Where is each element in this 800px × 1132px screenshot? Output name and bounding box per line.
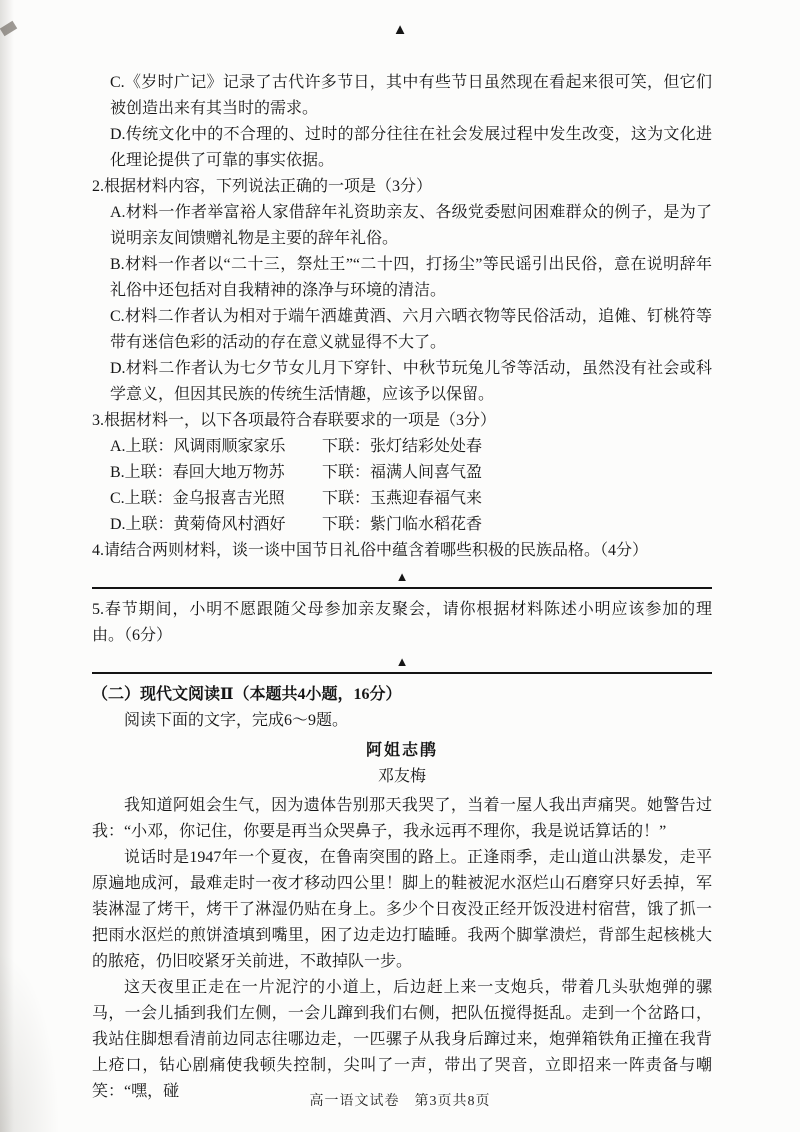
q3-option-a-lower: 下联：张灯结彩处处春 bbox=[322, 438, 483, 455]
q3-option-c bbox=[110, 486, 712, 512]
section-2-instruction: 阅读下面的文字，完成6～9题。 bbox=[124, 712, 349, 729]
answer-area-marker-q4: ▲ bbox=[395, 569, 409, 584]
q3-option-d bbox=[110, 512, 712, 538]
q3-option-b-upper: B.上联：春回大地万物苏 bbox=[110, 464, 285, 481]
essay-paragraph-2: 说话时是1947年一个夏夜，在鲁南突围的路上。正逢雨季，走山道山洪暴发，走平原遍地成河，最难走时一夜才移动四公里！脚上的鞋被泥水沤烂山石磨穿只好丢掉，军装淋湿了烤干，烤干了淋湿仍贴在身上。多少个日夜没正经开饭没进村宿营，饿了抓一把雨水沤烂的煎饼渣填到嘴里，困了边走边打瞌睡。我两个脚掌溃烂，背部生起核桃大的脓疮，仍旧咬紧牙关前进，不敢掉队一步。 bbox=[92, 849, 712, 970]
answer-area-marker-q5: ▲ bbox=[395, 654, 409, 669]
essay-author: 邓友梅 bbox=[377, 768, 426, 785]
answer-separator-line-1 bbox=[92, 587, 712, 589]
q2-option-c: C.材料二作者认为相对于端午洒雄黄酒、六月六晒衣物等民俗活动，追傩、钉桃符等带有迷信色彩的活动的存在意义就显得不大了。 bbox=[110, 308, 712, 351]
q3-stem: 3.根据材料一，以下各项最符合春联要求的一项是（3分） bbox=[92, 412, 497, 429]
page-content bbox=[92, 70, 712, 1105]
section-2-heading: （二）现代文阅读Ⅱ（本题共4小题，16分） bbox=[92, 686, 402, 703]
q3-option-c-lower: 下联：玉燕迎春福气来 bbox=[322, 490, 483, 507]
q2-option-a: A.材料一作者举富裕人家借辞年礼资助亲友、各级党委慰问困难群众的例子，是为了说明亲友间馈赠礼物是主要的辞年礼俗。 bbox=[110, 204, 712, 247]
q3-option-b-lower: 下联：福满人间喜气盈 bbox=[322, 464, 483, 481]
q3-option-d-lower: 下联：紫门临水稻花香 bbox=[322, 516, 483, 533]
q2-option-b: B.材料一作者以“二十三，祭灶王”“二十四，打扬尘”等民谣引出民俗，意在说明辞年礼俗中还包括对自我精神的涤净与环境的清洁。 bbox=[110, 256, 712, 299]
page-footer: 高一语文试卷 第3页共8页 bbox=[309, 1094, 491, 1109]
q1-option-d: D.传统文化中的不合理的、过时的部分往往在社会发展过程中发生改变，这为文化进化理论提供了可靠的事实依据。 bbox=[110, 126, 712, 169]
q3-option-c-upper: C.上联：金乌报喜吉光照 bbox=[110, 490, 285, 507]
q1-option-c: C.《岁时广记》记录了古代许多节日，其中有些节日虽然现在看起来很可笑，但它们被创造出来有其当时的需求。 bbox=[110, 74, 712, 117]
q2-stem: 2.根据材料内容，下列说法正确的一项是（3分） bbox=[92, 178, 433, 195]
q4-stem: 4.请结合两则材料，谈一谈中国节日礼俗中蕴含着哪些积极的民族品格。（4分） bbox=[92, 542, 649, 559]
q3-option-d-upper: D.上联：黄菊倚风村酒好 bbox=[110, 516, 286, 533]
q3-option-b bbox=[110, 460, 712, 486]
q2-option-d: D.材料二作者认为七夕节女儿月下穿针、中秋节玩兔儿爷等活动，虽然没有社会或科学意义，但因其民族的传统生活情趣，应该予以保留。 bbox=[110, 360, 712, 403]
essay-title: 阿姐志鹃 bbox=[365, 742, 438, 759]
essay-paragraph-3: 这天夜里正走在一片泥泞的小道上，后边赶上来一支炮兵，带着几头驮炮弹的骡马，一会儿插到我们左侧，一会儿蹿到我们右侧，把队伍搅得挺乱。走到一个岔路口，我站住脚想看清前边同志往哪边走，一匹骡子从我身后蹿过来，炮弹箱铁角正撞在我背上疮口，钻心剧痛使我顿失控制，尖叫了一声，带出了哭音，立即招来一阵责备与嘲笑：“嘿，碰 bbox=[92, 979, 712, 1100]
answer-area-marker-top: ▲ bbox=[392, 22, 408, 38]
q5-stem: 5.春节期间，小明不愿跟随父母参加亲友聚会，请你根据材料陈述小明应该参加的理由。（6分） bbox=[92, 601, 712, 644]
q3-option-a bbox=[110, 434, 712, 460]
essay-paragraph-1: 我知道阿姐会生气，因为遗体告别那天我哭了，当着一屋人我出声痛哭。她警告过我：“小邓，你记住，你要是再当众哭鼻子，我永远再不理你，我是说话算话的！” bbox=[92, 797, 712, 840]
scan-edge-shade bbox=[0, 0, 14, 1132]
q3-option-a-upper: A.上联：风调雨顺家家乐 bbox=[110, 438, 286, 455]
answer-separator-line-2 bbox=[92, 672, 712, 674]
